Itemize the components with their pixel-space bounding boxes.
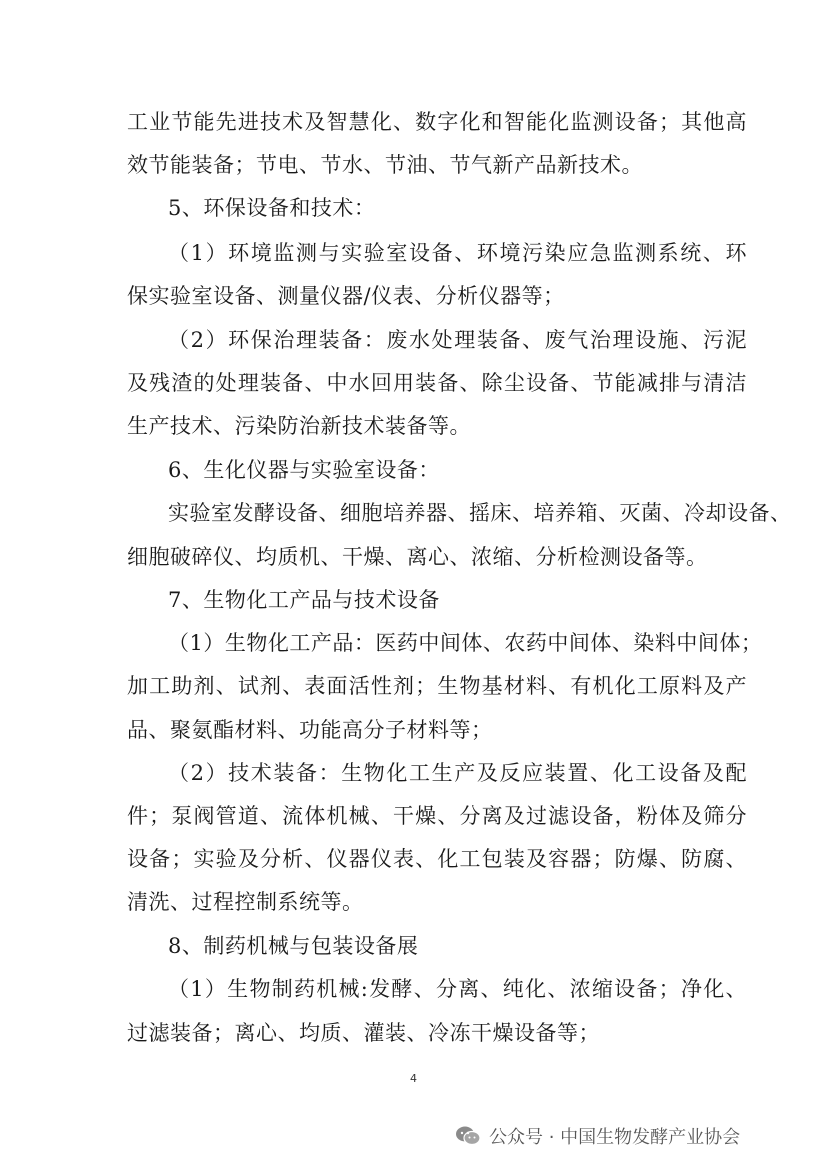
section-heading: 6、生化仪器与实验室设备： — [168, 458, 440, 482]
text-line: 效节能装备；节电、节水、节油、节气新产品新技术。 — [127, 153, 643, 177]
section-heading: 8、制药机械与包装设备展 — [168, 934, 419, 958]
wechat-icon — [455, 1125, 481, 1147]
text-line: 加工助剂、试剂、表面活性剂；生物基材料、有机化工原料及产 — [127, 674, 747, 698]
text-line: 生产技术、污染防治新技术装备等。 — [127, 414, 471, 438]
section-heading: 5、环保设备和技术： — [168, 196, 376, 220]
watermark — [455, 1120, 740, 1152]
text-line: （2）环保治理装备：废水处理装备、废气治理设施、污泥 — [168, 328, 747, 352]
text-line: 及残渣的处理装备、中水回用装备、除尘设备、节能减排与清洁 — [127, 371, 747, 395]
text-line: 工业节能先进技术及智慧化、数字化和智能化监测设备；其他高 — [127, 110, 747, 134]
text-line: 细胞破碎仪、均质机、干燥、离心、浓缩、分析检测设备等。 — [127, 545, 708, 569]
text-line: （1）生物化工产品：医药中间体、农药中间体、染料中间体； — [168, 631, 763, 655]
text-line: （1）环境监测与实验室设备、环境污染应急监测系统、环 — [168, 241, 747, 265]
text-line: 件；泵阀管道、流体机械、干燥、分离及过滤设备，粉体及筛分 — [127, 804, 747, 828]
page-number: 4 — [410, 1072, 417, 1085]
text-line: 保实验室设备、测量仪器/仪表、分析仪器等； — [127, 284, 565, 308]
text-line: （1）生物制药机械:发酵、分离、纯化、浓缩设备；净化、 — [168, 977, 747, 1001]
watermark-text: 公众号 · 中国生物发酵产业协会 — [489, 1127, 741, 1148]
text-line: （2）技术装备：生物化工生产及反应装置、化工设备及配 — [168, 761, 747, 785]
text-line: 品、聚氨酯材料、功能高分子材料等； — [127, 718, 493, 742]
text-line: 过滤装备；离心、均质、灌装、冷冻干燥设备等； — [127, 1021, 600, 1045]
text-line: 设备；实验及分析、仪器仪表、化工包装及容器；防爆、防腐、 — [127, 847, 747, 871]
text-line: 实验室发酵设备、细胞培养器、摇床、培养箱、灭菌、冷却设备、 — [168, 501, 792, 525]
text-line: 清洗、过程控制系统等。 — [127, 890, 364, 914]
section-heading: 7、生物化工产品与技术设备 — [168, 588, 440, 612]
